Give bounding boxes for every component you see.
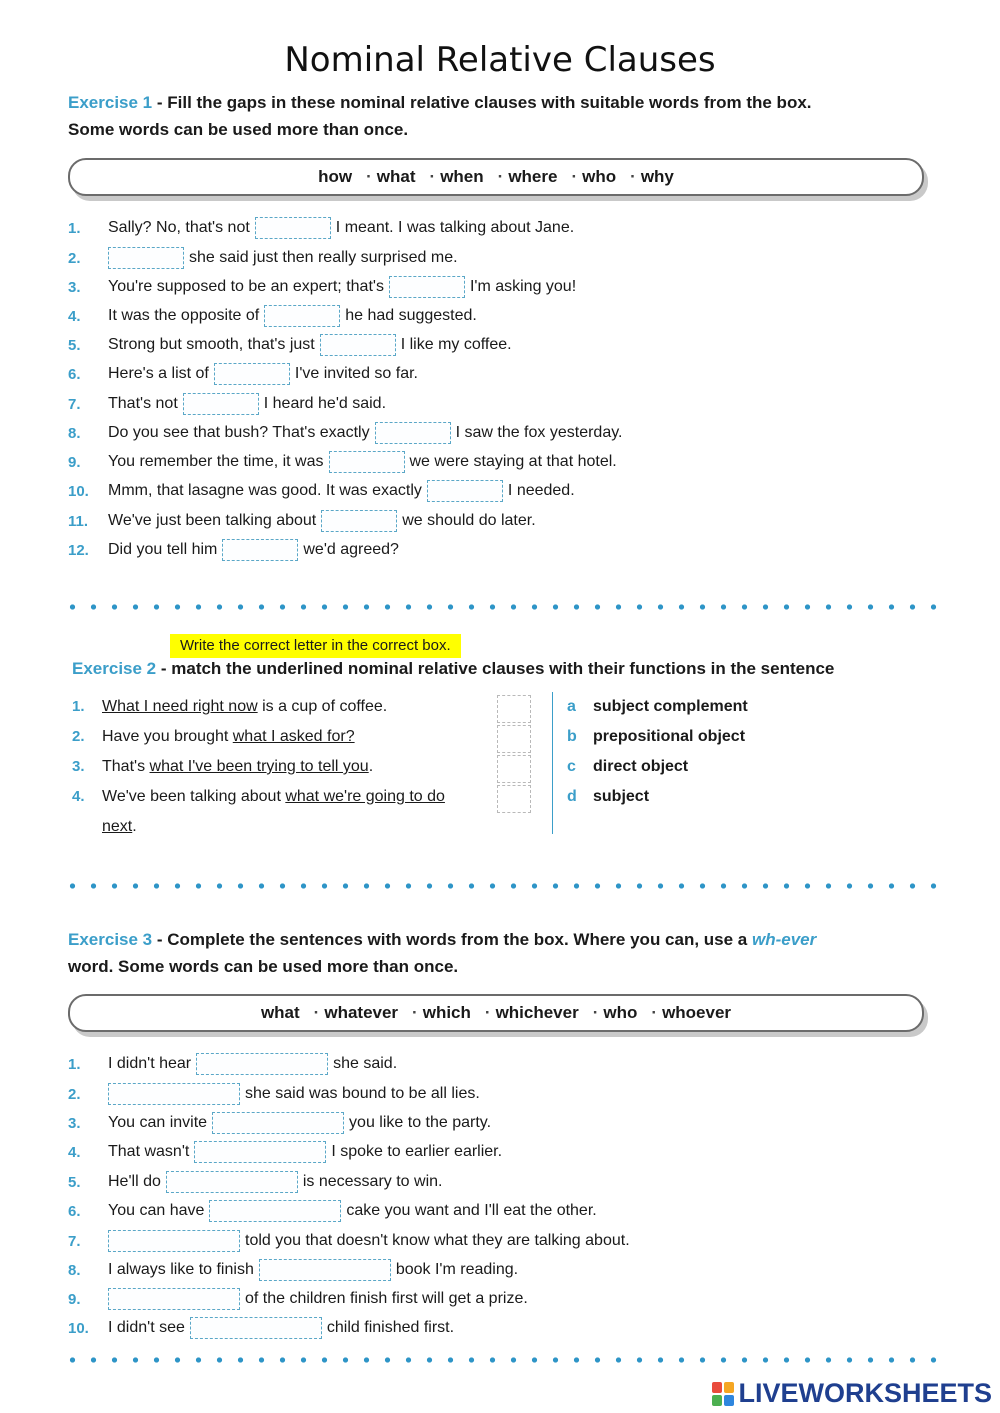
dotted-divider bbox=[62, 1356, 942, 1364]
answer-gap[interactable] bbox=[108, 1083, 240, 1105]
answer-gap[interactable] bbox=[264, 305, 340, 327]
answer-gap[interactable] bbox=[108, 1230, 240, 1252]
answer-gap[interactable] bbox=[183, 393, 259, 415]
exercise-3-item: 8. I always like to finish book I'm reading. bbox=[68, 1258, 518, 1282]
answer-gap[interactable] bbox=[329, 451, 405, 473]
answer-gap[interactable] bbox=[108, 247, 184, 269]
exercise-3-item: 2. she said was bound to be all lies. bbox=[68, 1082, 480, 1106]
exercise-3-heading bbox=[68, 926, 816, 980]
word-box-word: when bbox=[440, 167, 484, 186]
exercise-3-item: 10. I didn't see child finished first. bbox=[68, 1316, 454, 1340]
exercise-3-label: Exercise 3 bbox=[68, 930, 153, 949]
exercise-1-item: 11. We've just been talking about we should do later. bbox=[68, 509, 536, 533]
dotted-divider bbox=[62, 882, 942, 890]
answer-gap[interactable] bbox=[166, 1171, 298, 1193]
exercise-1-item: 7. That's not I heard he'd said. bbox=[68, 392, 386, 416]
answer-gap[interactable] bbox=[212, 1112, 344, 1134]
exercise-1-item: 8. Do you see that bush? That's exactly I saw the fox yesterday. bbox=[68, 421, 622, 445]
answer-gap[interactable] bbox=[321, 510, 397, 532]
answer-gap[interactable] bbox=[108, 1288, 240, 1310]
answer-gap[interactable] bbox=[255, 217, 331, 239]
highlight-note: Write the correct letter in the correct box. bbox=[170, 634, 461, 658]
liveworksheets-logo-icon bbox=[712, 1382, 734, 1406]
exercise-1-item: 3. You're supposed to be an expert; that's I'm asking you! bbox=[68, 275, 576, 299]
liveworksheets-logo bbox=[712, 1378, 992, 1409]
exercise-1-instruction-2: Some words can be used more than once. bbox=[68, 120, 409, 139]
answer-gap[interactable] bbox=[375, 422, 451, 444]
exercise-1-item: 10. Mmm, that lasagne was good. It was exactly I needed. bbox=[68, 479, 575, 503]
answer-gap[interactable] bbox=[209, 1200, 341, 1222]
letter-answer-box[interactable] bbox=[497, 785, 531, 813]
exercise-1-heading bbox=[68, 89, 812, 143]
exercise-3-item: 7. told you that doesn't know what they are talking about. bbox=[68, 1229, 630, 1253]
word-box-word: whoever bbox=[662, 1003, 732, 1022]
answer-gap[interactable] bbox=[259, 1259, 391, 1281]
answer-gap[interactable] bbox=[194, 1141, 326, 1163]
exercise-3-item: 4. That wasn't I spoke to earlier earlier. bbox=[68, 1140, 502, 1164]
word-box-word: where bbox=[508, 167, 558, 186]
answer-gap[interactable] bbox=[320, 334, 396, 356]
word-box-word: whichever bbox=[495, 1003, 579, 1022]
exercise-3-instruction-2: word. Some words can be used more than once. bbox=[68, 957, 459, 976]
exercise-2-item: 3. That's what I've been trying to tell you. bbox=[72, 758, 374, 775]
function-option: a subject complement bbox=[567, 698, 748, 715]
exercise-1-instruction: - Fill the gaps in these nominal relative clauses with suitable words from the box. bbox=[152, 93, 812, 112]
word-box-word: why bbox=[640, 167, 674, 186]
letter-answer-box[interactable] bbox=[497, 725, 531, 753]
exercise-2-item: 2. Have you brought what I asked for? bbox=[72, 728, 355, 745]
exercise-1-item: 1. Sally? No, that's not I meant. I was talking about Jane. bbox=[68, 216, 574, 240]
word-box-word: who bbox=[603, 1003, 638, 1022]
wh-ever-term: wh-ever bbox=[751, 930, 817, 949]
exercise-3-item: 9. of the children finish first will get a prize. bbox=[68, 1287, 528, 1311]
logo-text: LIVEWORKSHEETS bbox=[738, 1378, 992, 1408]
answer-gap[interactable] bbox=[214, 363, 290, 385]
word-box-word: how bbox=[318, 167, 353, 186]
exercise-2-heading bbox=[72, 655, 834, 682]
exercise-3-item: 1. I didn't hear she said. bbox=[68, 1052, 397, 1076]
function-option: c direct object bbox=[567, 758, 689, 775]
word-box-word: who bbox=[582, 167, 617, 186]
exercise-1-item: 4. It was the opposite of he had suggested. bbox=[68, 304, 477, 328]
word-box-word: whatever bbox=[324, 1003, 399, 1022]
exercise-3-item: 6. You can have cake you want and I'll eat the other. bbox=[68, 1199, 597, 1223]
exercise-3-word-box: what · whatever · which · whichever · who · whoever bbox=[68, 994, 924, 1032]
dotted-divider bbox=[62, 603, 942, 611]
exercise-1-word-box: how · what · when · where · who · why bbox=[68, 158, 924, 196]
word-box-word: what bbox=[376, 167, 416, 186]
function-option: b prepositional object bbox=[567, 728, 746, 745]
answer-gap[interactable] bbox=[389, 276, 465, 298]
letter-answer-box[interactable] bbox=[497, 695, 531, 723]
word-box-word: what bbox=[260, 1003, 300, 1022]
exercise-3-instruction: - Complete the sentences with words from the box. Where you can, use a bbox=[152, 930, 752, 949]
exercise-2-instruction: - match the underlined nominal relative clauses with their functions in the sentence bbox=[156, 659, 835, 678]
exercise-1-label: Exercise 1 bbox=[68, 93, 153, 112]
exercise-3-item: 3. You can invite you like to the party. bbox=[68, 1111, 491, 1135]
answer-gap[interactable] bbox=[222, 539, 298, 561]
answer-gap[interactable] bbox=[196, 1053, 328, 1075]
exercise-3-item: 5. He'll do is necessary to win. bbox=[68, 1170, 442, 1194]
exercise-1-item: 6. Here's a list of I've invited so far. bbox=[68, 362, 418, 386]
divider-line bbox=[552, 692, 553, 834]
exercise-1-item: 2. she said just then really surprised me. bbox=[68, 246, 458, 270]
exercise-2-label: Exercise 2 bbox=[72, 659, 157, 678]
word-box-word: which bbox=[422, 1003, 471, 1022]
exercise-2-item: 4. We've been talking about what we're going to do next. bbox=[72, 788, 445, 835]
exercise-1-item: 9. You remember the time, it was we were staying at that hotel. bbox=[68, 450, 617, 474]
answer-gap[interactable] bbox=[190, 1317, 322, 1339]
page-title: Nominal Relative Clauses bbox=[284, 40, 716, 80]
exercise-1-item: 5. Strong but smooth, that's just I like my coffee. bbox=[68, 333, 512, 357]
exercise-1-item: 12. Did you tell him we'd agreed? bbox=[68, 538, 399, 562]
answer-gap[interactable] bbox=[427, 480, 503, 502]
letter-answer-box[interactable] bbox=[497, 755, 531, 783]
exercise-2-item: 1. What I need right now is a cup of coffee. bbox=[72, 698, 388, 715]
function-option: d subject bbox=[567, 788, 650, 805]
